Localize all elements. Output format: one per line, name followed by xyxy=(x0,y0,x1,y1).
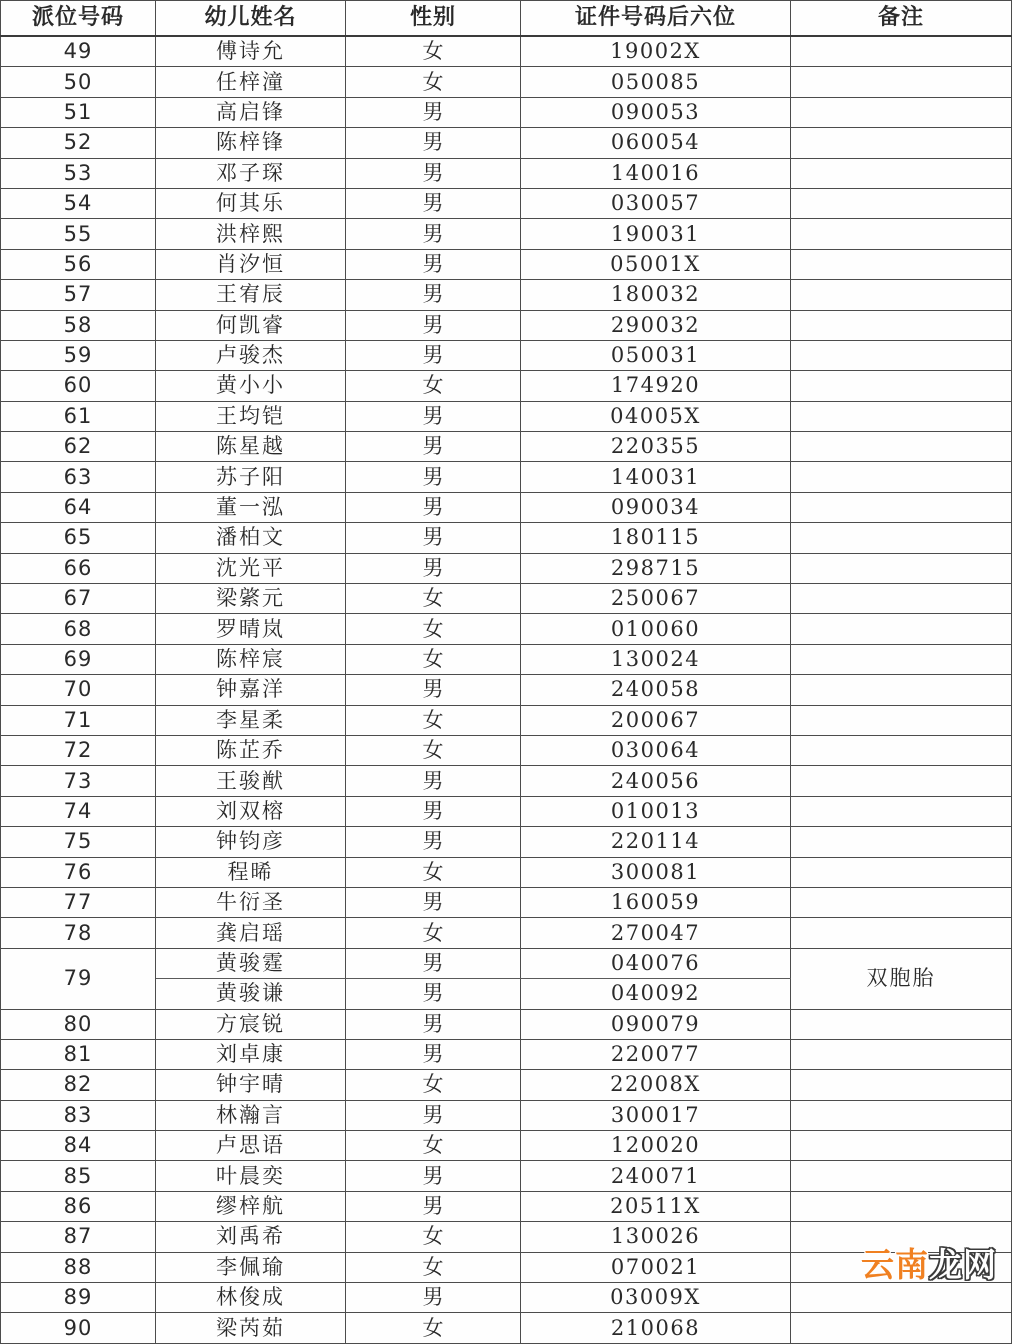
cell-gender: 男 xyxy=(346,219,521,249)
cell-placement-number: 79 xyxy=(1,948,156,1009)
cell-child-name: 肖汐恒 xyxy=(156,249,346,279)
table-row xyxy=(1,492,1012,522)
table-row xyxy=(1,1070,1012,1100)
cell-child-name: 刘卓康 xyxy=(156,1039,346,1069)
cell-remark xyxy=(791,249,1012,279)
cell-id-last-six: 030057 xyxy=(521,188,791,218)
column-header-remark: 备注 xyxy=(791,1,1012,37)
cell-placement-number: 50 xyxy=(1,67,156,97)
cell-child-name: 罗晴岚 xyxy=(156,614,346,644)
cell-remark xyxy=(791,1313,1012,1343)
cell-gender: 男 xyxy=(346,97,521,127)
cell-id-last-six: 140031 xyxy=(521,462,791,492)
cell-child-name: 钟钧彦 xyxy=(156,827,346,857)
header-row xyxy=(1,1,1012,37)
cell-id-last-six: 140016 xyxy=(521,158,791,188)
cell-gender: 女 xyxy=(346,735,521,765)
column-header-child-name: 幼儿姓名 xyxy=(156,1,346,37)
cell-child-name: 梁芮茹 xyxy=(156,1313,346,1343)
cell-child-name: 陈梓宸 xyxy=(156,644,346,674)
cell-remark xyxy=(791,705,1012,735)
cell-id-last-six: 010013 xyxy=(521,796,791,826)
cell-placement-number: 61 xyxy=(1,401,156,431)
cell-remark xyxy=(791,796,1012,826)
cell-id-last-six: 190031 xyxy=(521,219,791,249)
cell-placement-number: 55 xyxy=(1,219,156,249)
cell-placement-number: 72 xyxy=(1,735,156,765)
cell-gender: 女 xyxy=(346,584,521,614)
cell-remark xyxy=(791,1222,1012,1252)
table-row xyxy=(1,887,1012,917)
cell-gender: 女 xyxy=(346,705,521,735)
table-row xyxy=(1,219,1012,249)
cell-placement-number: 82 xyxy=(1,1070,156,1100)
cell-remark xyxy=(791,1161,1012,1191)
cell-gender: 女 xyxy=(346,614,521,644)
cell-placement-number: 81 xyxy=(1,1039,156,1069)
cell-remark xyxy=(791,766,1012,796)
cell-child-name: 卢骏杰 xyxy=(156,340,346,370)
cell-placement-number: 60 xyxy=(1,371,156,401)
table-row xyxy=(1,97,1012,127)
table-row xyxy=(1,371,1012,401)
cell-remark xyxy=(791,340,1012,370)
cell-remark xyxy=(791,1039,1012,1069)
table-row xyxy=(1,796,1012,826)
cell-placement-number: 86 xyxy=(1,1191,156,1221)
cell-remark xyxy=(791,492,1012,522)
cell-remark xyxy=(791,1191,1012,1221)
cell-id-last-six: 220114 xyxy=(521,827,791,857)
cell-gender: 女 xyxy=(346,371,521,401)
cell-child-name: 黄骏谦 xyxy=(156,979,346,1009)
cell-id-last-six: 300081 xyxy=(521,857,791,887)
cell-id-last-six: 120020 xyxy=(521,1131,791,1161)
cell-placement-number: 84 xyxy=(1,1131,156,1161)
cell-placement-number: 88 xyxy=(1,1252,156,1282)
table-row xyxy=(1,401,1012,431)
cell-gender: 男 xyxy=(346,887,521,917)
cell-remark xyxy=(791,614,1012,644)
cell-gender: 男 xyxy=(346,492,521,522)
cell-id-last-six: 050085 xyxy=(521,67,791,97)
cell-remark xyxy=(791,1009,1012,1039)
cell-id-last-six: 22008X xyxy=(521,1070,791,1100)
table-row xyxy=(1,280,1012,310)
cell-remark xyxy=(791,1131,1012,1161)
cell-child-name: 王骏猷 xyxy=(156,766,346,796)
cell-remark xyxy=(791,887,1012,917)
table-row xyxy=(1,1161,1012,1191)
cell-remark xyxy=(791,97,1012,127)
cell-child-name: 苏子阳 xyxy=(156,462,346,492)
table-row xyxy=(1,1313,1012,1343)
cell-gender: 男 xyxy=(346,1161,521,1191)
table-row xyxy=(1,827,1012,857)
cell-id-last-six: 240071 xyxy=(521,1161,791,1191)
cell-id-last-six: 05001X xyxy=(521,249,791,279)
table-row xyxy=(1,584,1012,614)
cell-gender: 男 xyxy=(346,340,521,370)
cell-id-last-six: 300017 xyxy=(521,1100,791,1130)
cell-id-last-six: 130026 xyxy=(521,1222,791,1252)
watermark-text-secondary: 龙网 xyxy=(929,1245,997,1284)
cell-remark xyxy=(791,1070,1012,1100)
cell-gender: 男 xyxy=(346,310,521,340)
cell-gender: 女 xyxy=(346,1252,521,1282)
cell-child-name: 黄小小 xyxy=(156,371,346,401)
cell-child-name: 何凯睿 xyxy=(156,310,346,340)
cell-placement-number: 57 xyxy=(1,280,156,310)
cell-child-name: 陈星越 xyxy=(156,432,346,462)
cell-remark xyxy=(791,280,1012,310)
cell-child-name: 缪梓航 xyxy=(156,1191,346,1221)
cell-gender: 男 xyxy=(346,1100,521,1130)
cell-gender: 男 xyxy=(346,675,521,705)
table-row xyxy=(1,614,1012,644)
table-row xyxy=(1,948,1012,978)
cell-remark xyxy=(791,188,1012,218)
cell-gender: 女 xyxy=(346,1313,521,1343)
cell-child-name: 李星柔 xyxy=(156,705,346,735)
table-row xyxy=(1,1222,1012,1252)
cell-gender: 女 xyxy=(346,67,521,97)
table-body xyxy=(1,36,1012,1343)
cell-child-name: 董一泓 xyxy=(156,492,346,522)
cell-gender: 男 xyxy=(346,1039,521,1069)
cell-id-last-six: 180115 xyxy=(521,523,791,553)
cell-gender: 男 xyxy=(346,948,521,978)
table-row xyxy=(1,432,1012,462)
table-row xyxy=(1,735,1012,765)
cell-gender: 男 xyxy=(346,401,521,431)
cell-child-name: 卢思语 xyxy=(156,1131,346,1161)
cell-gender: 女 xyxy=(346,1131,521,1161)
cell-child-name: 程晞 xyxy=(156,857,346,887)
watermark-text-primary: 云南 xyxy=(861,1245,929,1284)
cell-child-name: 沈光平 xyxy=(156,553,346,583)
cell-child-name: 王均铠 xyxy=(156,401,346,431)
column-header-gender: 性别 xyxy=(346,1,521,37)
cell-id-last-six: 160059 xyxy=(521,887,791,917)
cell-placement-number: 77 xyxy=(1,887,156,917)
cell-child-name: 黄骏霆 xyxy=(156,948,346,978)
cell-child-name: 邓子琛 xyxy=(156,158,346,188)
cell-child-name: 方宸锐 xyxy=(156,1009,346,1039)
cell-placement-number: 62 xyxy=(1,432,156,462)
table-row xyxy=(1,553,1012,583)
cell-id-last-six: 240056 xyxy=(521,766,791,796)
table-row xyxy=(1,310,1012,340)
cell-remark xyxy=(791,918,1012,948)
cell-remark xyxy=(791,462,1012,492)
cell-id-last-six: 040076 xyxy=(521,948,791,978)
cell-gender: 男 xyxy=(346,158,521,188)
cell-remark xyxy=(791,523,1012,553)
cell-remark xyxy=(791,857,1012,887)
table-row xyxy=(1,675,1012,705)
cell-id-last-six: 20511X xyxy=(521,1191,791,1221)
cell-id-last-six: 200067 xyxy=(521,705,791,735)
cell-id-last-six: 030064 xyxy=(521,735,791,765)
cell-remark xyxy=(791,36,1012,67)
cell-placement-number: 73 xyxy=(1,766,156,796)
cell-placement-number: 49 xyxy=(1,36,156,67)
cell-placement-number: 71 xyxy=(1,705,156,735)
table-row xyxy=(1,249,1012,279)
cell-remark xyxy=(791,827,1012,857)
cell-placement-number: 63 xyxy=(1,462,156,492)
table-row xyxy=(1,128,1012,158)
table-row xyxy=(1,158,1012,188)
table-row xyxy=(1,1100,1012,1130)
cell-gender: 男 xyxy=(346,249,521,279)
cell-id-last-six: 010060 xyxy=(521,614,791,644)
cell-gender: 男 xyxy=(346,796,521,826)
cell-remark xyxy=(791,553,1012,583)
table-row xyxy=(1,1131,1012,1161)
cell-remark xyxy=(791,128,1012,158)
cell-remark xyxy=(791,219,1012,249)
cell-gender: 女 xyxy=(346,918,521,948)
cell-id-last-six: 060054 xyxy=(521,128,791,158)
cell-child-name: 龚启瑶 xyxy=(156,918,346,948)
cell-gender: 男 xyxy=(346,1191,521,1221)
cell-placement-number: 51 xyxy=(1,97,156,127)
cell-id-last-six: 130024 xyxy=(521,644,791,674)
cell-id-last-six: 298715 xyxy=(521,553,791,583)
cell-gender: 女 xyxy=(346,644,521,674)
table-row xyxy=(1,918,1012,948)
cell-id-last-six: 174920 xyxy=(521,371,791,401)
cell-id-last-six: 04005X xyxy=(521,401,791,431)
cell-remark xyxy=(791,1252,1012,1282)
cell-gender: 男 xyxy=(346,462,521,492)
cell-remark xyxy=(791,401,1012,431)
cell-remark xyxy=(791,67,1012,97)
cell-remark: 双胞胎 xyxy=(791,948,1012,1009)
cell-placement-number: 67 xyxy=(1,584,156,614)
table-row xyxy=(1,1009,1012,1039)
table-row xyxy=(1,36,1012,67)
cell-gender: 男 xyxy=(346,523,521,553)
cell-placement-number: 69 xyxy=(1,644,156,674)
cell-gender: 男 xyxy=(346,280,521,310)
cell-placement-number: 56 xyxy=(1,249,156,279)
cell-placement-number: 68 xyxy=(1,614,156,644)
cell-child-name: 梁綮元 xyxy=(156,584,346,614)
table-row xyxy=(1,1039,1012,1069)
cell-remark xyxy=(791,1283,1012,1313)
cell-remark xyxy=(791,675,1012,705)
cell-id-last-six: 270047 xyxy=(521,918,791,948)
cell-placement-number: 74 xyxy=(1,796,156,826)
cell-id-last-six: 180032 xyxy=(521,280,791,310)
cell-gender: 男 xyxy=(346,1283,521,1313)
cell-placement-number: 59 xyxy=(1,340,156,370)
cell-child-name: 钟宇晴 xyxy=(156,1070,346,1100)
cell-child-name: 林俊成 xyxy=(156,1283,346,1313)
cell-placement-number: 85 xyxy=(1,1161,156,1191)
table-row xyxy=(1,705,1012,735)
cell-placement-number: 87 xyxy=(1,1222,156,1252)
cell-gender: 男 xyxy=(346,553,521,583)
cell-child-name: 陈芷乔 xyxy=(156,735,346,765)
cell-placement-number: 70 xyxy=(1,675,156,705)
table-row xyxy=(1,766,1012,796)
cell-id-last-six: 090079 xyxy=(521,1009,791,1039)
table-row xyxy=(1,462,1012,492)
cell-remark xyxy=(791,1100,1012,1130)
cell-id-last-six: 090034 xyxy=(521,492,791,522)
cell-id-last-six: 290032 xyxy=(521,310,791,340)
cell-child-name: 何其乐 xyxy=(156,188,346,218)
cell-child-name: 李佩瑜 xyxy=(156,1252,346,1282)
cell-placement-number: 53 xyxy=(1,158,156,188)
cell-child-name: 洪梓熙 xyxy=(156,219,346,249)
cell-child-name: 林瀚言 xyxy=(156,1100,346,1130)
cell-id-last-six: 070021 xyxy=(521,1252,791,1282)
table-row xyxy=(1,67,1012,97)
cell-id-last-six: 240058 xyxy=(521,675,791,705)
cell-remark xyxy=(791,432,1012,462)
cell-placement-number: 83 xyxy=(1,1100,156,1130)
cell-id-last-six: 03009X xyxy=(521,1283,791,1313)
cell-child-name: 王宥辰 xyxy=(156,280,346,310)
table-row xyxy=(1,523,1012,553)
cell-child-name: 刘禹希 xyxy=(156,1222,346,1252)
cell-id-last-six: 220077 xyxy=(521,1039,791,1069)
cell-placement-number: 90 xyxy=(1,1313,156,1343)
cell-placement-number: 76 xyxy=(1,857,156,887)
cell-id-last-six: 19002X xyxy=(521,36,791,67)
cell-child-name: 傅诗允 xyxy=(156,36,346,67)
cell-remark xyxy=(791,735,1012,765)
cell-gender: 男 xyxy=(346,188,521,218)
cell-remark xyxy=(791,584,1012,614)
cell-remark xyxy=(791,371,1012,401)
cell-gender: 男 xyxy=(346,1009,521,1039)
table-header xyxy=(1,1,1012,37)
cell-id-last-six: 210068 xyxy=(521,1313,791,1343)
cell-id-last-six: 220355 xyxy=(521,432,791,462)
column-header-id-last-six: 证件号码后六位 xyxy=(521,1,791,37)
cell-remark xyxy=(791,644,1012,674)
cell-gender: 男 xyxy=(346,979,521,1009)
cell-placement-number: 78 xyxy=(1,918,156,948)
table-row xyxy=(1,1283,1012,1313)
cell-remark xyxy=(791,310,1012,340)
cell-gender: 男 xyxy=(346,827,521,857)
cell-placement-number: 65 xyxy=(1,523,156,553)
cell-child-name: 叶晨奕 xyxy=(156,1161,346,1191)
cell-id-last-six: 050031 xyxy=(521,340,791,370)
cell-gender: 女 xyxy=(346,36,521,67)
table-row xyxy=(1,188,1012,218)
cell-child-name: 潘柏文 xyxy=(156,523,346,553)
cell-placement-number: 64 xyxy=(1,492,156,522)
cell-gender: 男 xyxy=(346,766,521,796)
cell-child-name: 钟嘉洋 xyxy=(156,675,346,705)
cell-id-last-six: 090053 xyxy=(521,97,791,127)
table-row xyxy=(1,1252,1012,1282)
cell-placement-number: 58 xyxy=(1,310,156,340)
table-row xyxy=(1,857,1012,887)
cell-id-last-six: 250067 xyxy=(521,584,791,614)
cell-placement-number: 89 xyxy=(1,1283,156,1313)
column-header-placement-number: 派位号码 xyxy=(1,1,156,37)
cell-id-last-six: 040092 xyxy=(521,979,791,1009)
cell-placement-number: 54 xyxy=(1,188,156,218)
table-row xyxy=(1,1191,1012,1221)
cell-gender: 女 xyxy=(346,1222,521,1252)
cell-gender: 男 xyxy=(346,432,521,462)
cell-child-name: 陈梓锋 xyxy=(156,128,346,158)
cell-placement-number: 80 xyxy=(1,1009,156,1039)
cell-child-name: 牛衍圣 xyxy=(156,887,346,917)
cell-gender: 女 xyxy=(346,857,521,887)
cell-remark xyxy=(791,158,1012,188)
cell-placement-number: 52 xyxy=(1,128,156,158)
cell-gender: 女 xyxy=(346,1070,521,1100)
cell-child-name: 刘双榕 xyxy=(156,796,346,826)
cell-placement-number: 66 xyxy=(1,553,156,583)
cell-child-name: 任梓潼 xyxy=(156,67,346,97)
cell-gender: 男 xyxy=(346,128,521,158)
cell-placement-number: 75 xyxy=(1,827,156,857)
table-row xyxy=(1,340,1012,370)
cell-child-name: 高启锋 xyxy=(156,97,346,127)
table-row xyxy=(1,644,1012,674)
